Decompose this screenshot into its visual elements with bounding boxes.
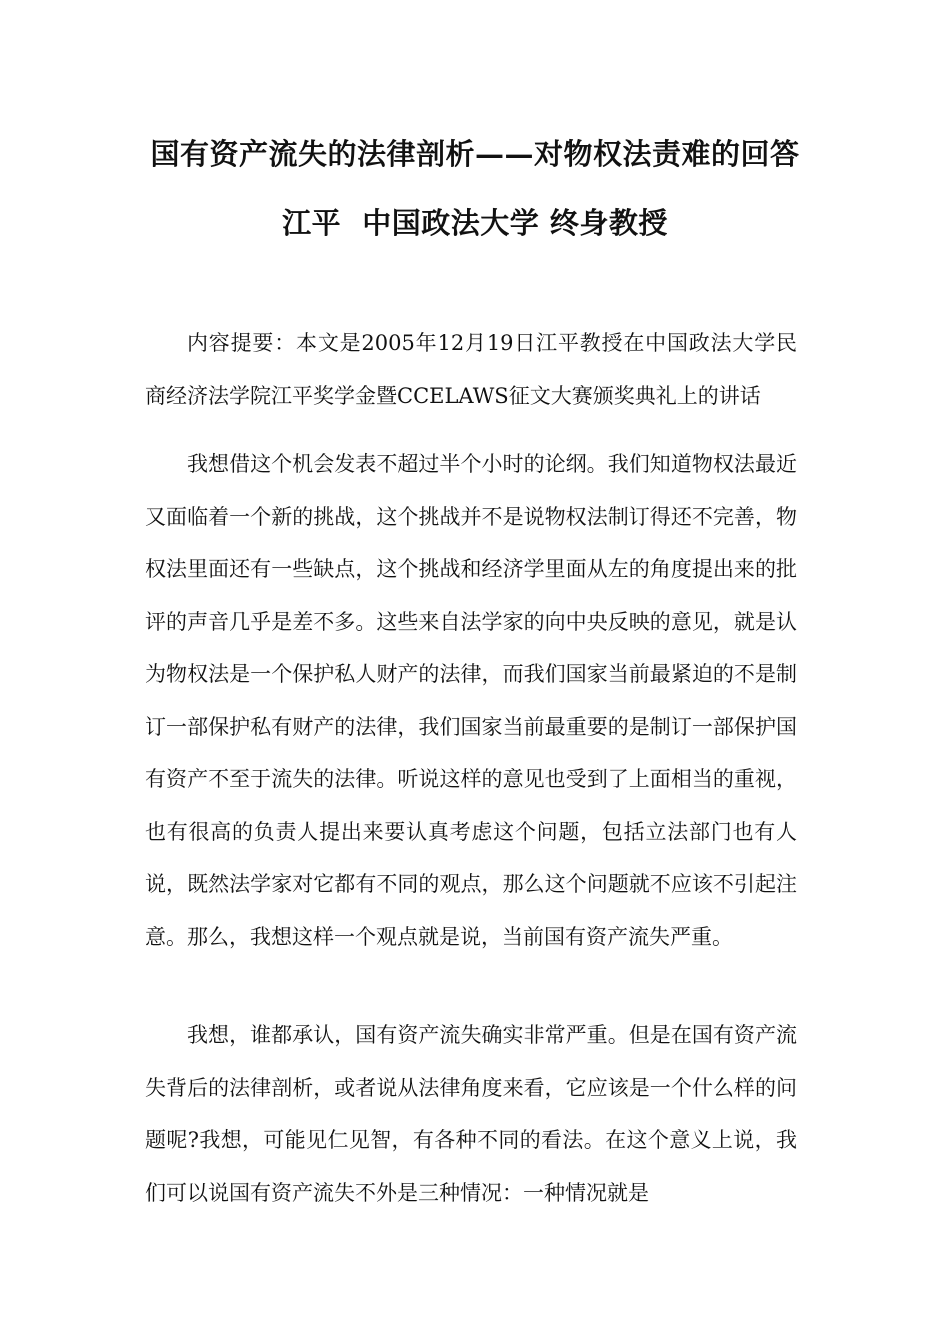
document-title: 国有资产流失的法律剖析——对物权法责难的回答 (150, 137, 800, 171)
body-paragraph-1: 我想借这个机会发表不超过半个小时的论纲。我们知道物权法最近又面临着一个新的挑战，这个挑战并不是说物权法制订得还不完善，物权法里面还有一些缺点，这个挑战和经济学里面从左的角度提出来的批评的声音几乎是差不多。这些来自法学家的向中央反映的意见，就是认为物权法是一个保护私人财产的法律，而我们国家当前最紧迫的不是制订一部保护私有财产的法律，我们国家当前最重要的是制订一部保护国有资产不至于流失的法律。听说这样的意见也受到了上面相当的重视，也有很高的负责人提出来要认真考虑这个问题，包括立法部门也有人说，既然法学家对它都有不同的观点，那么这个问题就不应该不引起注意。那么，我想这样一个观点就是说，当前国有资产流失严重。 (145, 452, 797, 949)
abstract-paragraph: 内容提要：本文是2005年12月19日江平教授在中国政法大学民商经济法学院江平奖学金暨CCELAWS征文大赛颁奖典礼上的讲话 (145, 331, 797, 408)
author-line: 江平 中国政法大学 终身教授 (282, 206, 668, 240)
body-paragraph-2: 我想，谁都承认，国有资产流失确实非常严重。但是在国有资产流失背后的法律剖析，或者说从法律角度来看，它应该是一个什么样的问题呢?我想，可能见仁见智，有各种不同的看法。在这个意义上说，我们可以说国有资产流失不外是三种情况：一种情况就是 (145, 1023, 797, 1205)
